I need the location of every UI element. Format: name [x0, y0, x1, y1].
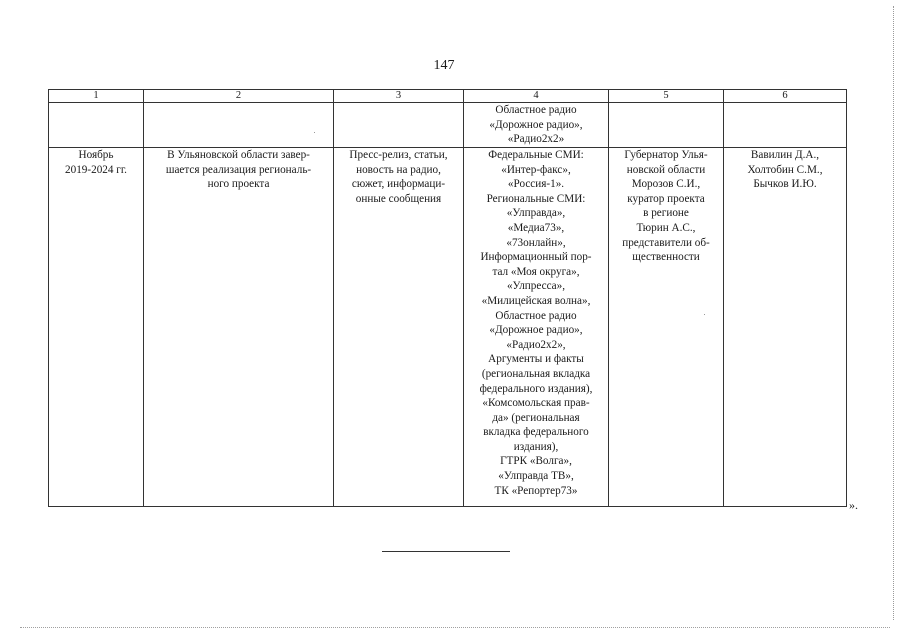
cell-line: «Милицейская волна», — [481, 294, 591, 307]
cell-line: в регионе — [643, 207, 689, 220]
cell-line: «Улправда», — [506, 207, 566, 220]
cell-line: Пресс-релиз, статьи, — [349, 149, 448, 161]
cell-line: «Улправда ТВ», — [498, 470, 574, 483]
column-number-6: 6 — [724, 90, 847, 103]
cell-line: онные сообщения — [355, 192, 442, 205]
cell-format — [334, 148, 464, 507]
cell-line: да» (региональная — [492, 411, 580, 424]
cell-format-empty — [334, 103, 464, 148]
cell-participants — [609, 148, 724, 507]
cell-line: вкладка федерального — [483, 426, 589, 439]
cell-line: издания), — [513, 440, 559, 453]
cell-line: Региональные СМИ: — [486, 192, 586, 205]
closing-quote-mark: ». — [849, 498, 858, 512]
cell-period-empty — [49, 103, 144, 148]
cell-line: В Ульяновской области завер- — [167, 149, 310, 161]
cell-line: Ноябрь — [78, 149, 114, 161]
scan-speck — [314, 132, 315, 133]
cell-line: 2019-2024 гг. — [65, 163, 127, 176]
cell-line: Холтобин С.М., — [747, 163, 823, 176]
cell-line: Областное радио — [495, 309, 577, 322]
cell-line: сюжет, информаци- — [351, 178, 446, 191]
footer-rule — [382, 551, 510, 552]
cell-line: шается реализация региональ- — [165, 163, 312, 176]
cell-line: «Интер-факс», — [501, 163, 571, 176]
cell-line: (региональная вкладка — [481, 367, 591, 380]
table-row — [49, 148, 847, 507]
cell-responsible — [724, 148, 847, 507]
cell-period — [49, 148, 144, 507]
cell-event-empty — [144, 103, 334, 148]
cell-line: Губернатор Улья- — [624, 149, 708, 161]
column-number-1: 1 — [49, 90, 144, 103]
cell-line: щественности — [632, 251, 700, 264]
cell-line: новской области — [626, 163, 706, 176]
cell-line: «Улпресса», — [506, 280, 566, 293]
column-number-2: 2 — [144, 90, 334, 103]
cell-line: «Россия-1». — [507, 178, 565, 191]
cell-line: ного проекта — [207, 178, 270, 191]
page-edge-right — [893, 6, 894, 620]
cell-line: Информационный пор- — [480, 251, 592, 264]
cell-line: Морозов С.И., — [631, 178, 701, 191]
cell-line: новость на радио, — [356, 163, 441, 176]
cell-media-continuation — [464, 103, 609, 148]
table-row-continuation — [49, 103, 847, 148]
cell-participants-empty — [609, 103, 724, 148]
cell-line: «Дорожное радио», — [489, 118, 583, 131]
cell-line: Бычков И.Ю. — [753, 178, 817, 191]
cell-line: Тюрин А.С., — [636, 221, 696, 234]
column-number-5: 5 — [609, 90, 724, 103]
page-number: 147 — [433, 58, 455, 73]
cell-line: ТК «Репортер73» — [494, 484, 578, 497]
cell-line: Областное радио — [495, 104, 577, 116]
cell-line: «Радио2х2», — [506, 338, 566, 351]
column-number-3: 3 — [334, 90, 464, 103]
cell-line: «Радио2х2» — [507, 133, 565, 146]
cell-line: «Медиа73», — [507, 221, 565, 234]
table-header-row — [49, 90, 847, 103]
cell-line: Аргументы и факты — [488, 353, 584, 366]
schedule-table — [48, 89, 847, 507]
cell-line: представители об- — [622, 236, 710, 249]
cell-line: федерального издания), — [479, 382, 593, 395]
scan-speck — [704, 314, 705, 315]
cell-line: «73онлайн», — [506, 236, 566, 249]
cell-line: тал «Моя округа», — [492, 265, 580, 278]
cell-responsible-empty — [724, 103, 847, 148]
cell-media — [464, 148, 609, 507]
cell-line: Вавилин Д.А., — [750, 149, 820, 161]
cell-line: Федеральные СМИ: — [488, 149, 584, 161]
cell-line: куратор проекта — [627, 192, 705, 205]
cell-line: «Комсомольская прав- — [482, 397, 590, 410]
cell-line: ГТРК «Волга», — [500, 455, 572, 468]
page-edge-bottom — [20, 627, 890, 628]
column-number-4: 4 — [464, 90, 609, 103]
cell-line: «Дорожное радио», — [489, 324, 583, 337]
cell-event — [144, 148, 334, 507]
